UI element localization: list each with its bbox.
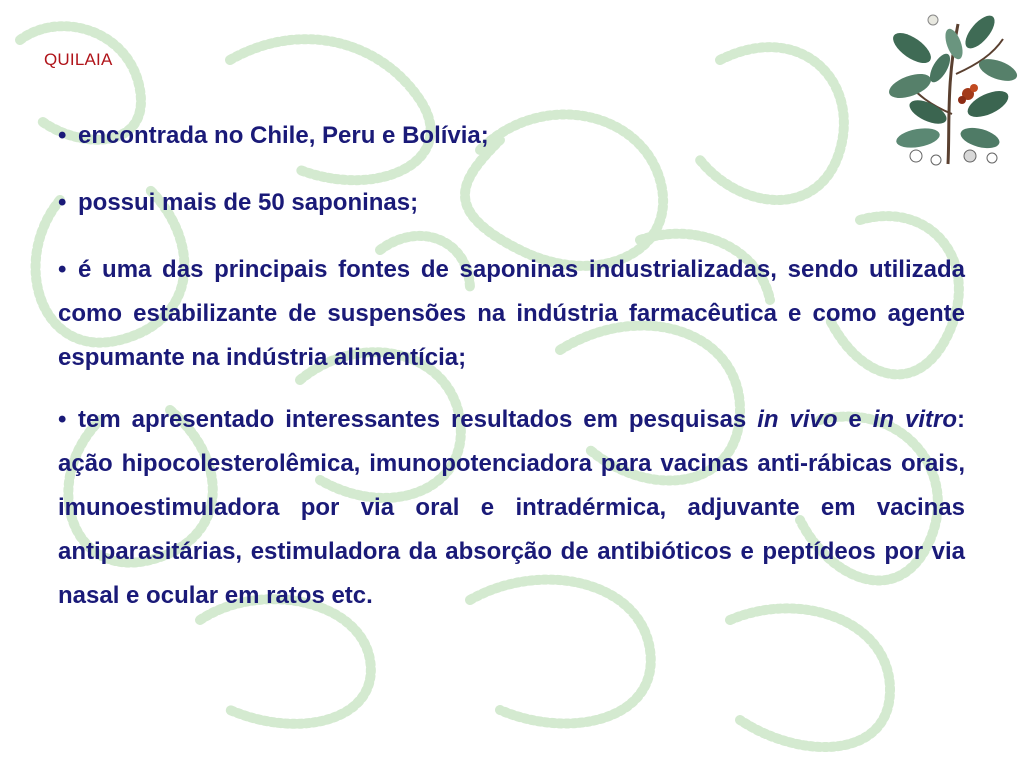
bullet-text: : ação hipocolesterolêmica, imunopotenciadora para vacinas anti-rábicas orais, imunoestimuladora por via oral e intradérmica, adjuvante em vacinas antiparasitárias, estimuladora da absorção de antibióticos e peptídeos por via nasal e ocular em ratos etc. <box>58 406 965 609</box>
bullet-marker: • <box>58 406 67 433</box>
bullet-text: e <box>837 406 873 433</box>
bullet-item <box>58 114 965 158</box>
bullet-text: possui mais de 50 saponinas; <box>78 189 419 216</box>
italic-term: in vitro <box>872 406 957 433</box>
bullet-item <box>58 181 965 225</box>
bullet-item <box>58 248 965 380</box>
bullet-marker: • <box>58 122 67 149</box>
slide-title: QUILAIA <box>44 50 113 69</box>
bullet-text: é uma das principais fontes de saponinas industrializadas, sendo utilizada como estabilizante de suspensões na indústria farmacêutica e como agente espumante na indústria alimentícia; <box>58 256 965 371</box>
slide-body <box>58 114 965 641</box>
bullet-text: tem apresentado interessantes resultados em pesquisas <box>78 406 758 433</box>
bullet-marker: • <box>58 256 67 283</box>
bullet-marker: • <box>58 189 67 216</box>
italic-term: in vivo <box>757 406 838 433</box>
bullet-text: encontrada no Chile, Peru e Bolívia; <box>78 122 489 149</box>
bullet-item <box>58 398 965 618</box>
